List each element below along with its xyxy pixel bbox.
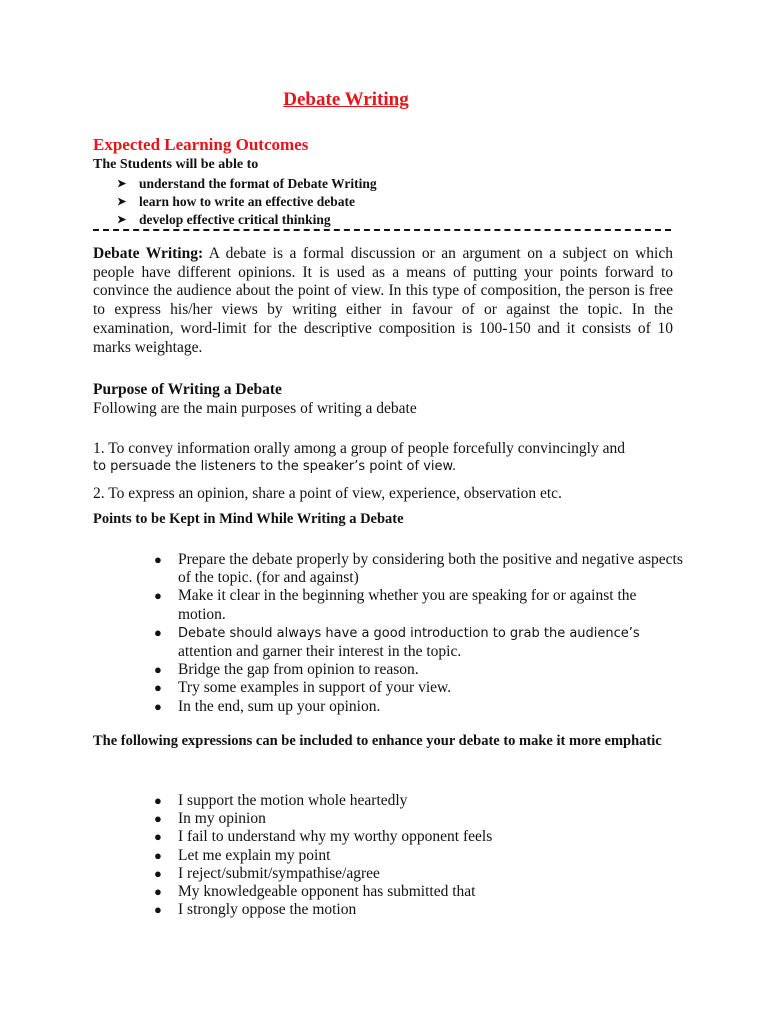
purpose-item-2: 2. To express an opinion, share a point of view, experience, observation etc. (93, 485, 562, 502)
list-item (154, 901, 684, 919)
list-item (154, 865, 684, 883)
bullet-dot-icon: ● (154, 588, 162, 604)
purpose-item-1-line1: 1. To convey information orally among a group of people forcefully convincingly and (93, 440, 625, 457)
list-item-text: In the end, sum up your opinion. (178, 697, 381, 715)
list-item (154, 679, 684, 697)
dashed-divider (93, 229, 671, 231)
list-item (154, 624, 684, 661)
list-item-text-continued: attention and garner their interest in the topic. (178, 643, 462, 661)
points-list (154, 551, 684, 716)
learning-outcomes-heading: Expected Learning Outcomes (93, 135, 309, 154)
bullet-dot-icon: ● (154, 624, 162, 640)
list-item-text: Try some examples in support of your view. (178, 679, 452, 697)
purpose-heading: Purpose of Writing a Debate (93, 381, 282, 398)
list-item-text: Let me explain my point (178, 846, 331, 864)
list-item-text: I strongly oppose the motion (178, 901, 357, 919)
bullet-dot-icon: ● (154, 847, 162, 863)
bullet-dot-icon: ● (154, 662, 162, 678)
purpose-item-1-line2: to persuade the listeners to the speaker’s point of view. (93, 459, 457, 474)
bullet-dot-icon: ● (154, 829, 162, 845)
list-item (154, 698, 684, 716)
bullet-dot-icon: ● (154, 902, 162, 918)
arrow-bullet-icon: ➤ (117, 214, 127, 226)
list-item-text: Debate should always have a good introduction to grab the audience’s (178, 625, 640, 641)
list-item-text: Make it clear in the beginning whether you are speaking for or against the motion. (178, 587, 637, 623)
list-item-text: learn how to write an effective debate (139, 194, 355, 209)
learning-outcomes-list (117, 175, 377, 229)
list-item (117, 193, 377, 211)
list-item-text: Bridge the gap from opinion to reason. (178, 661, 419, 679)
list-item (154, 828, 684, 846)
list-item-text: understand the format of Debate Writing (139, 176, 377, 191)
definition-paragraph (93, 245, 673, 357)
list-item-text: develop effective critical thinking (139, 212, 331, 227)
bullet-dot-icon: ● (154, 884, 162, 900)
page-title: Debate Writing (283, 89, 409, 110)
purpose-intro: Following are the main purposes of writing a debate (93, 400, 417, 417)
list-item (117, 211, 377, 229)
list-item-text: My knowledgeable opponent has submitted that (178, 883, 476, 901)
list-item-text: I support the motion whole heartedly (178, 792, 408, 809)
bullet-dot-icon: ● (154, 680, 162, 696)
list-item-text: In my opinion (178, 810, 266, 828)
purpose-item-1 (93, 440, 683, 476)
bullet-dot-icon: ● (154, 793, 162, 808)
list-item (154, 810, 684, 828)
arrow-bullet-icon: ➤ (117, 196, 127, 208)
bullet-dot-icon: ● (154, 552, 162, 567)
bullet-dot-icon: ● (154, 811, 162, 827)
definition-text: A debate is a formal discussion or an argument on a subject on which people have different opinions. It is used as a means of putting your points forward to convince the audience about the point of view. In this type of composition, the person is free to express his/her views by writing either in favour of or against the topic. In the examination, word-limit for the descriptive composition is 100-150 and it consists of 10 marks weightage. (93, 245, 673, 356)
list-item (154, 551, 684, 587)
points-heading: Points to be Kept in Mind While Writing a Debate (93, 511, 404, 527)
list-item (154, 587, 684, 623)
bullet-dot-icon: ● (154, 698, 162, 714)
expressions-heading: The following expressions can be included to enhance your debate to make it more emphatic (93, 733, 662, 749)
list-item-text: I reject/submit/sympathise/agree (178, 864, 380, 882)
list-item (154, 792, 684, 810)
bullet-dot-icon: ● (154, 865, 162, 881)
list-item (154, 661, 684, 679)
list-item (154, 883, 684, 901)
definition-label: Debate Writing: (93, 245, 204, 262)
list-item (154, 847, 684, 865)
list-item-text: I fail to understand why my worthy opponent feels (178, 828, 493, 846)
list-item-text: Prepare the debate properly by considering both the positive and negative aspects of the topic. (for and against) (178, 551, 683, 587)
expressions-list (154, 792, 684, 919)
list-item (117, 175, 377, 193)
arrow-bullet-icon: ➤ (117, 178, 127, 190)
learning-outcomes-intro: The Students will be able to (93, 157, 259, 172)
